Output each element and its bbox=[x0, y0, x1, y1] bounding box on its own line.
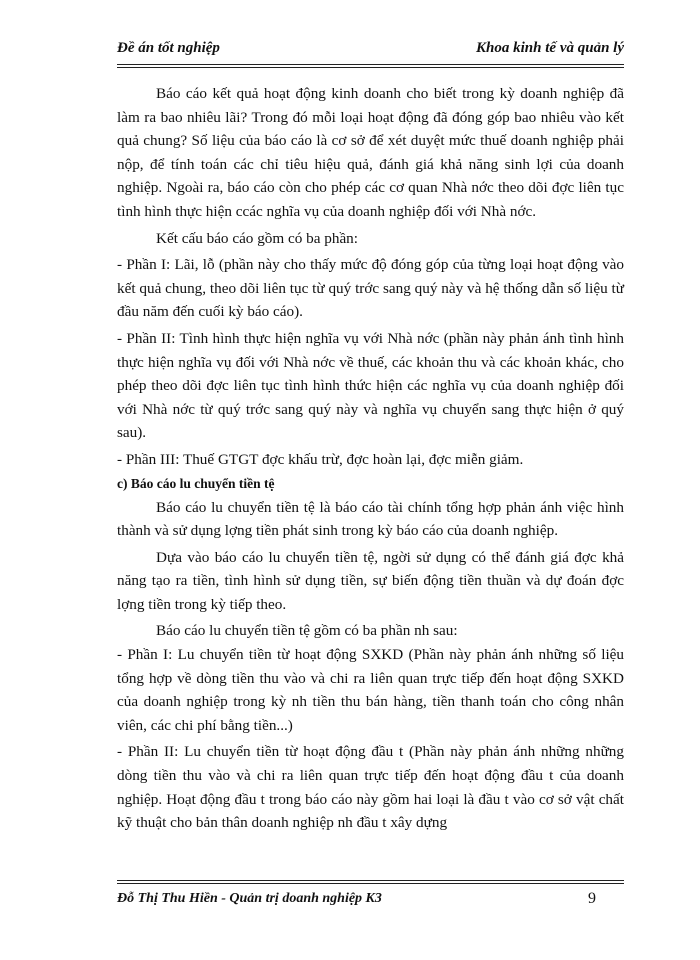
paragraph-8: Báo cáo lu chuyển tiền tệ gồm có ba phần nh sau: bbox=[156, 622, 458, 640]
section-heading: c) Báo cáo lu chuyển tiền tệ bbox=[117, 475, 275, 491]
paragraph-7: Dựa vào báo cáo lu chuyển tiền tệ, ngời sử dụng có thể đánh giá đợc khả năng tạo ra tiền, tình hình sử dụng tiền, sự biến động tiền thuần và dự đoán đợc lợng tiền trong kỳ tiếp theo. bbox=[117, 548, 624, 613]
header-right-title: Khoa kinh tế và quản lý bbox=[476, 40, 624, 56]
page-header bbox=[117, 38, 624, 68]
footer-author: Đỗ Thị Thu Hiền - Quản trị doanh nghiệp K3 bbox=[117, 891, 382, 906]
paragraph-1: Báo cáo kết quả hoạt động kinh doanh cho biết trong kỳ doanh nghiệp đã làm ra bao nhiêu lãi? Trong đó mỗi loại hoạt động đã đóng góp bao nhiêu vào kết quả chung? Số liệu của báo cáo là cơ sở để xét duyệt mức thuế doanh nghiệp phải nộp, để tính toán các chỉ tiêu hiệu quả, đánh giá khả năng sinh lợi của doanh nghiệp. Ngoài ra, báo cáo còn cho phép các cơ quan Nhà nớc theo dõi đợc liên tục tình hình thực hiện ccác nghĩa vụ của doanh nghiệp đối với Nhà nớc. bbox=[117, 85, 624, 220]
paragraph-9: - Phần I: Lu chuyển tiền từ hoạt động SXKD (Phần này phản ánh những số liệu tổng hợp về dòng tiền thu vào và chi ra liên quan trực tiếp đến hoạt động SXKD của doanh nghiệp trong kỳ nh tiền thu bán hàng, tiền thanh toán cho công nhân viên, các chi phí bằng tiền...) bbox=[117, 646, 624, 734]
paragraph-6: Báo cáo lu chuyển tiền tệ là báo cáo tài chính tổng hợp phản ánh việc hình thành và sử dụng lợng tiền phát sinh trong kỳ báo cáo của doanh nghiệp. bbox=[117, 498, 624, 540]
page-footer bbox=[117, 880, 624, 910]
paragraph-10: - Phần II: Lu chuyển tiền từ hoạt động đầu t (Phần này phản ánh những những dòng tiền thu vào và chi ra liên quan trực tiếp đến hoạt động đầu t của doanh nghiệp. Hoạt động đầu t trong báo cáo này gồm hai loại là đầu t vào cơ sở vật chất kỹ thuật cho bản thân doanh nghiệp nh đầu t xây dựng bbox=[117, 743, 624, 832]
document-body bbox=[117, 82, 624, 835]
paragraph-4: - Phần II: Tình hình thực hiện nghĩa vụ với Nhà nớc (phần này phản ánh tình hình thực hiện nghĩa vụ đối với Nhà nớc về thuế, các khoản thu và các khoản khác, cho phép theo dõi đợc liên tục tình hình thức hiện các nghĩa vụ của doanh nghiệp đối với Nhà nớc từ quý trớc sang quý này và nghĩa vụ chuyển sang thực hiện ở quý sau). bbox=[117, 329, 624, 442]
paragraph-5: - Phần III: Thuế GTGT đợc khấu trừ, đợc hoàn lại, đợc miễn giảm. bbox=[117, 450, 524, 468]
page-number: 9 bbox=[588, 890, 596, 907]
header-left-title: Đề án tốt nghiệp bbox=[117, 40, 220, 56]
paragraph-2: Kết cấu báo cáo gồm có ba phần: bbox=[156, 229, 358, 247]
paragraph-3: - Phần I: Lãi, lỗ (phần này cho thấy mức độ đóng góp của từng loại hoạt động vào kết quả chung, theo dõi liên tục từ quý trớc sang quý này và hệ thống dẫn số liệu từ đầu năm đến cuối kỳ báo cáo). bbox=[117, 256, 624, 321]
